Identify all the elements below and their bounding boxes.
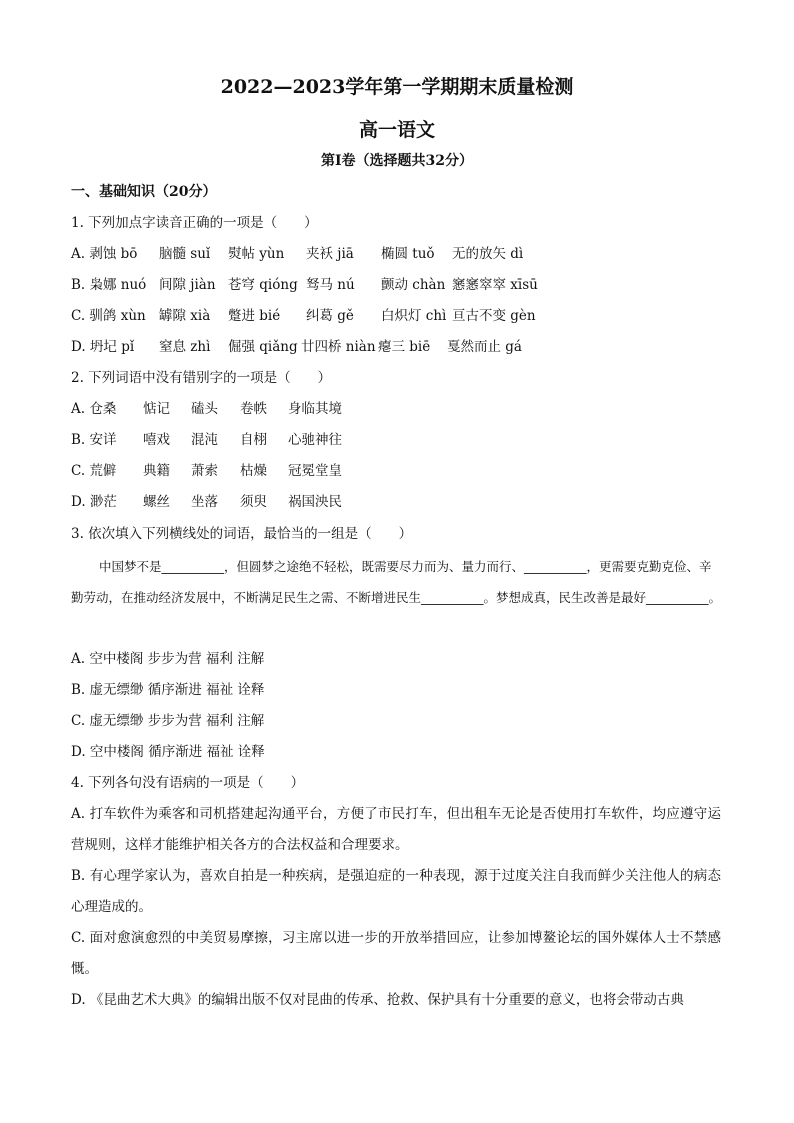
q3-option-c: C. 虚无缥缈 步步为营 福利 注解 (71, 713, 265, 729)
q1-c-item: 纠葛 gě (306, 308, 354, 324)
q1-c-item: 亘古不变 gèn (452, 308, 536, 324)
q1-b-item: B. 枭娜 nuó (71, 277, 147, 293)
q2-a-item: A. 仓桑 (71, 401, 117, 417)
q4-option-a: A. 打车软件为乘客和司机搭建起沟通平台，方便了市民打车，但出租车无论是否使用打车软件，均应遵守运营规则，这样才能维护相关各方的合法权益和合理要求。 (71, 806, 721, 853)
q1-d-item: 倔强 qiǎng (228, 339, 298, 355)
q1-a-item: 夹袄 jiā (306, 246, 354, 262)
q2-a-item: 惦记 (143, 401, 170, 417)
q3-stem: 3. 依次填入下列横线处的词语，最恰当的一组是（ ） (71, 526, 413, 542)
q1-a-item: 椭圆 tuǒ (381, 246, 435, 262)
q2-a-item: 身临其境 (288, 401, 342, 417)
q2-c-item: 典籍 (143, 463, 170, 479)
q1-a-item: 无的放矢 dì (452, 246, 524, 262)
q1-b-item: 间隙 jiàn (159, 277, 216, 293)
q3-option-d: D. 空中楼阁 循序渐进 福祉 诠释 (71, 744, 265, 760)
q2-a-item: 卷帙 (240, 401, 267, 417)
q1-b-item: 窸窸窣窣 xīsū (452, 277, 538, 293)
q1-a-item: A. 剥蚀 bō (71, 246, 138, 262)
q2-a-item: 磕头 (191, 401, 218, 417)
q2-b-item: B. 安详 (71, 432, 117, 448)
q4-option-d: D. 《昆曲艺术大典》的编辑出版不仅对昆曲的传承、抢救、保护具有十分重要的意义，也将会带动古典 (71, 992, 684, 1008)
q1-c-item: 白炽灯 chì (381, 308, 447, 324)
exam-title: 2022—2023学年第一学期期末质量检测 (220, 76, 574, 98)
q3-option-b: B. 虚无缥缈 循序渐进 福祉 诠释 (71, 682, 265, 698)
q2-c-item: 枯燥 (240, 463, 267, 479)
q1-a-item: 熨帖 yùn (228, 246, 285, 262)
q2-b-item: 自栩 (240, 432, 267, 448)
q2-c-item: 萧索 (191, 463, 218, 479)
q1-c-item: 罅隙 xià (159, 308, 211, 324)
q2-c-item: 冠冕堂皇 (288, 463, 342, 479)
q4-option-c: C. 面对愈演愈烈的中美贸易摩擦，习主席以进一步的开放举措回应，让参加博鳌论坛的国外媒体人士不禁感慨。 (71, 930, 721, 977)
q3-option-a: A. 空中楼阁 步步为营 福利 注解 (71, 651, 265, 667)
q1-stem: 1. 下列加点字读音正确的一项是（ ） (71, 215, 318, 231)
q2-d-item: 须臾 (240, 494, 267, 510)
q2-b-item: 心驰神往 (288, 432, 342, 448)
q1-b-item: 驽马 nú (306, 277, 355, 293)
q1-a-item: 脑髓 suǐ (159, 246, 211, 262)
q1-d-item: D. 坍圮 pǐ (71, 339, 135, 355)
q4-stem: 4. 下列各句没有语病的一项是（ ） (71, 775, 305, 791)
subject-title: 高一语文 (358, 119, 435, 141)
q1-b-item: 颤动 chàn (381, 277, 446, 293)
q2-stem: 2. 下列词语中没有错别字的一项是（ ） (71, 370, 332, 386)
q1-d-item: 瘪三 biē (378, 339, 431, 355)
volume-title: 第Ⅰ卷（选择题共32分） (320, 153, 474, 169)
q1-d-item: 窒息 zhì (159, 339, 211, 355)
q1-d-item: 廿四桥 niàn (301, 339, 376, 355)
section-heading: 一、基础知识（20分） (71, 184, 217, 200)
q2-d-item: 祸国泱民 (288, 494, 342, 510)
q1-c-item: 蹩进 bié (228, 308, 281, 324)
q2-d-item: 螺丝 (143, 494, 170, 510)
q2-c-item: C. 荒僻 (71, 463, 117, 479)
q1-b-item: 苍穹 qióng (228, 277, 298, 293)
q3-passage: 中国梦不是__________，但圆梦之途绝不轻松，既需要尽力而为、量力而行、__________，更需要克勤克俭、辛勤劳动，在推动经济发展中，不断满足民生之需、不断增进民生__________。梦想成真，民生改善是最好__________。 (71, 559, 722, 605)
q2-b-item: 嘻戏 (143, 432, 170, 448)
q2-d-item: D. 渺茫 (71, 494, 117, 510)
q2-b-item: 混沌 (191, 432, 218, 448)
q2-d-item: 坐落 (191, 494, 218, 510)
q1-d-item: 戛然而止 gá (447, 339, 522, 355)
q1-c-item: C. 驯鸽 xùn (71, 308, 146, 324)
q4-option-b: B. 有心理学家认为，喜欢自拍是一种疾病，是强迫症的一种表现，源于过度关注自我而鲜少关注他人的病态心理造成的。 (71, 868, 721, 915)
